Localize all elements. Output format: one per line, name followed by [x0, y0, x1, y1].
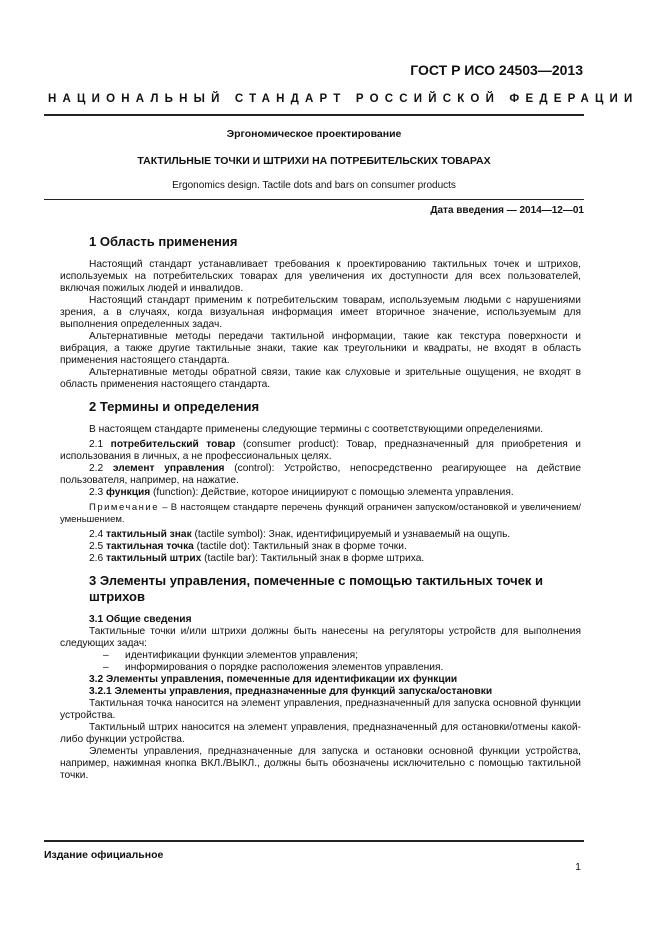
term-name: потребительский товар: [110, 439, 236, 450]
list-item-text: информирования о порядке расположения элементов управления.: [125, 662, 444, 673]
paragraph: Тактильная точка наносится на элемент управления, предназначенный для запуска основной функции устройства.: [60, 698, 581, 721]
dash-bullet: –: [103, 650, 109, 661]
doc-title-english: Ergonomics design. Tactile dots and bars on consumer products: [172, 180, 456, 191]
body-text: [60, 234, 581, 782]
note: [60, 502, 581, 526]
paragraph: Альтернативные методы обратной связи, такие как слуховые и зрительные ощущения, не входят в область применения настоящего стандарта.: [60, 367, 581, 390]
list-item-text: идентификации функции элементов управления;: [125, 650, 358, 661]
term-name: функция: [106, 487, 151, 498]
effective-date: Дата введения — 2014—12—01: [430, 205, 584, 216]
page-number: 1: [575, 861, 581, 873]
list-item: [60, 662, 581, 674]
section-1-heading: 1 Область применения: [89, 234, 238, 249]
standard-id: ГОСТ Р ИСО 24503—2013: [410, 62, 583, 78]
term-number: 2.1: [89, 439, 111, 450]
term-number: 2.5: [89, 541, 106, 552]
list-item: [60, 650, 581, 662]
term-name: тактильная точка: [106, 541, 194, 552]
paragraph: В настоящем стандарте применены следующие термины с соответствующими определениями.: [89, 424, 544, 435]
section-2-heading: 2 Термины и определения: [89, 399, 260, 414]
paragraph: Тактильные точки и/или штрихи должны быть нанесены на регуляторы устройств для выполнения следующих задач:: [60, 626, 581, 649]
paragraph: Настоящий стандарт применим к потребительским товарам, используемым людьми с нарушениями зрения, а в случаях, когда визуальная информация имеет вторичное значение, используемым для выполнения определенных задач.: [60, 295, 581, 330]
term-2-5: [60, 541, 581, 553]
term-2-6: [60, 553, 581, 565]
doc-title: ТАКТИЛЬНЫЕ ТОЧКИ И ШТРИХИ НА ПОТРЕБИТЕЛЬСКИХ ТОВАРАХ: [137, 155, 491, 167]
term-number: 2.6: [89, 553, 106, 564]
term-2-2: [60, 463, 581, 487]
paragraph: Альтернативные методы передачи тактильной информации, такие как текстура поверхности и вибрация, а также другие тактильные знаки, такие как треугольники и квадраты, не входят в область применения настоящего стандарта.: [60, 331, 581, 366]
section-3-heading: 3 Элементы управления, помеченные с помощью тактильных точек и штрихов: [89, 573, 544, 604]
term-definition: (function): Действие, которое инициируют с помощью элемента управления.: [150, 487, 514, 498]
term-2-3: [60, 487, 581, 499]
subsection-3-1-heading: 3.1 Общие сведения: [89, 614, 192, 625]
title-divider: [44, 199, 584, 200]
national-standard-banner: НАЦИОНАЛЬНЫЙ СТАНДАРТ РОССИЙСКОЙ ФЕДЕРАЦИИ: [48, 93, 639, 105]
doc-topic: Эргономическое проектирование: [226, 128, 402, 140]
footer-divider: [44, 840, 584, 842]
note-text: – В настоящем стандарте перечень функций ограничен запуском/остановкой и увеличением/уменьшением.: [60, 502, 581, 525]
term-number: 2.4: [89, 529, 106, 540]
term-2-1: [60, 439, 581, 463]
term-number: 2.3: [89, 487, 106, 498]
term-definition: (control): Устройство, непосредственно реагирующее на действие пользователя, например, на нажатие.: [60, 463, 581, 486]
term-name: элемент управления: [112, 463, 225, 474]
term-definition: (tactile symbol): Знак, идентифицируемый и узнаваемый на ощупь.: [191, 529, 511, 540]
term-name: тактильный штрих: [106, 553, 202, 564]
term-definition: (tactile dot): Тактильный знак в форме точки.: [193, 541, 407, 552]
term-definition: (tactile bar): Тактильный знак в форме штриха.: [201, 553, 425, 564]
note-label: Примечание: [89, 502, 159, 513]
dash-bullet: –: [103, 662, 109, 673]
term-name: тактильный знак: [106, 529, 192, 540]
paragraph: Настоящий стандарт устанавливает требования к проектированию тактильных точек и штрихов, используемых на потребительских товарах для увеличения их доступности для всех пользователей, включая пожилых людей и инвалидов.: [60, 259, 581, 294]
subsection-3-2-1-heading: 3.2.1 Элементы управления, предназначенные для функций запуска/остановки: [89, 686, 493, 697]
paragraph: Тактильный штрих наносится на элемент управления, предназначенный для остановки/отмены какой-либо функции устройства.: [60, 722, 581, 745]
term-number: 2.2: [89, 463, 113, 474]
term-2-4: [60, 529, 581, 541]
subsection-3-2-heading: 3.2 Элементы управления, помеченные для идентификации их функции: [89, 674, 458, 685]
official-edition-label: Издание официальное: [44, 849, 164, 861]
paragraph: Элементы управления, предназначенные для запуска и остановки основной функции устройства, например, нажимная кнопка ВКЛ./ВЫКЛ., должны быть обозначены исключительно с помощью тактильной точки.: [60, 746, 581, 781]
term-definition: (consumer product): Товар, предназначенный для приобретения и использования в личных, а не профессиональных целях.: [60, 439, 581, 462]
header-divider: [44, 114, 584, 116]
